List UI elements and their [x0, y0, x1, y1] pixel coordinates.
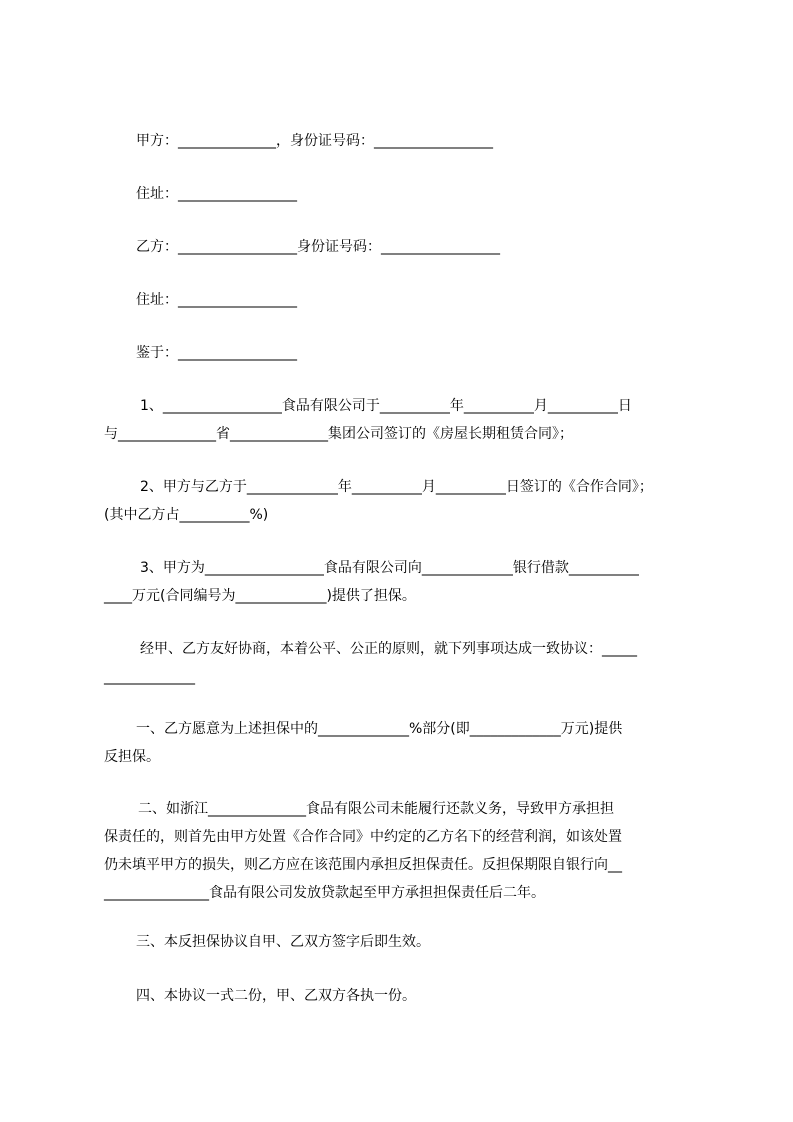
article-2-line-1: 二、如浙江______________食品有限公司未能履行还款义务，导致甲方承担担	[138, 801, 614, 817]
clause-2	[104, 473, 704, 529]
article-1-line-1: 一、乙方愿意为上述担保中的_____________%部分(即_____________万元)提供	[136, 721, 623, 737]
consultation-line-1: 经甲、乙方友好协商，本着公平、公正的原则，就下列事项达成一致协议：_____	[140, 641, 637, 657]
party-a-address-text: 住址：_________________	[136, 186, 297, 202]
party-b-text: 乙方：_________________身份证号码：_________________	[136, 239, 500, 255]
article-4	[136, 982, 736, 1010]
consultation-line-2: _____________	[104, 669, 195, 685]
clause-3	[104, 554, 704, 610]
party-a-text: 甲方：______________，身份证号码：_________________	[136, 133, 493, 149]
article-3-text: 三、本反担保协议自甲、乙双方签字后即生效。	[136, 934, 430, 950]
article-2	[104, 795, 704, 907]
consultation-paragraph	[104, 635, 704, 691]
article-2-line-2: 保责任的，则首先由甲方处置《合作合同》中约定的乙方名下的经营利润，如该处置	[104, 829, 622, 845]
clause-1-line-2: 与______________省______________集团公司签订的《房屋长期租赁合同》；	[104, 426, 573, 442]
party-b-address	[136, 286, 736, 314]
article-2-line-3: 仍未填平甲方的损失，则乙方应在该范围内承担反担保责任。反担保期限自银行向__	[104, 857, 622, 873]
whereas-text: 鉴于：_________________	[136, 345, 297, 361]
article-4-text: 四、本协议一式二份，甲、乙双方各执一份。	[136, 988, 416, 1004]
clause-2-line-2: (其中乙方占__________%)	[104, 507, 269, 523]
party-a-line	[136, 127, 736, 155]
clause-3-line-1: 3、甲方为_________________食品有限公司向_____________银行借款__________	[140, 560, 639, 576]
clause-3-line-2: ____万元(合同编号为_____________)提供了担保。	[104, 588, 416, 604]
clause-1-line-1: 1、_________________食品有限公司于__________年__________月__________日	[140, 398, 632, 414]
clause-2-line-1: 2、甲方与乙方于_____________年__________月__________日签订的《合作合同》；	[140, 479, 653, 495]
party-b-address-text: 住址：_________________	[136, 292, 297, 308]
whereas-line	[136, 339, 736, 367]
clause-1	[104, 392, 704, 448]
party-b-line	[136, 233, 736, 261]
party-a-address	[136, 180, 736, 208]
article-1-line-2: 反担保。	[104, 749, 160, 765]
article-1	[104, 715, 704, 771]
article-2-line-4: _______________食品有限公司发放贷款起至甲方承担担保责任后二年。	[104, 885, 545, 901]
article-3	[136, 928, 736, 956]
